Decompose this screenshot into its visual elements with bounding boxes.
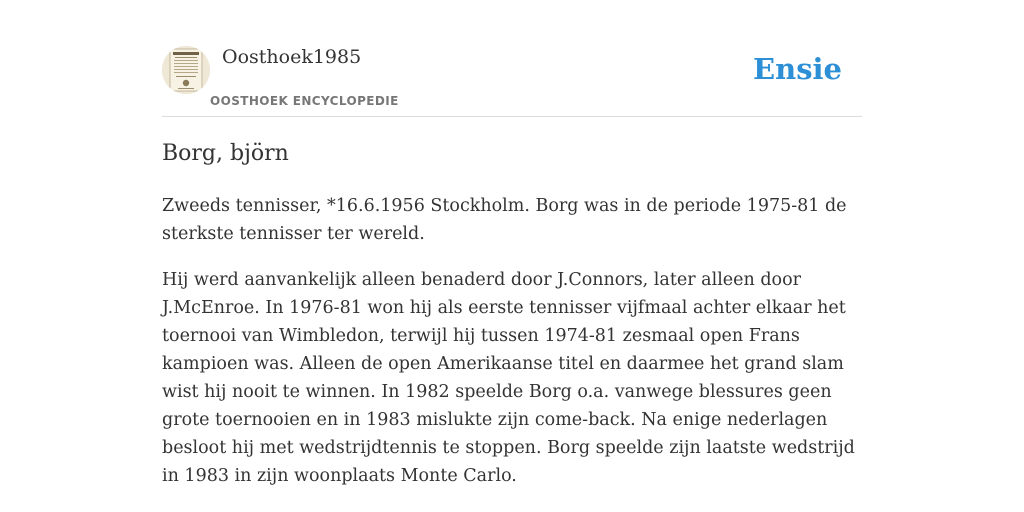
avatar[interactable]	[162, 46, 210, 94]
article-paragraph: Hij werd aanvankelijk alleen benaderd door J.Connors, later alleen door J.McEnroe. In 1976-81 won hij als eerste tennisser vijfmaal achter elkaar het toernooi van Wimbledon, terwijl hij tussen 1974-81 zesmaal open Frans kampioen was. Alleen de open Amerikaanse titel en daarmee het grand slam wist hij nooit te winnen. In 1982 speelde Borg o.a. vanwege blessures geen grote toernooien en in 1983 mislukte zijn come-back. Na enige nederlagen besloot hij met wedstrijdtennis te stoppen. Borg speelde zijn laatste wedstrijd in 1983 in zijn woonplaats Monte Carlo.	[162, 270, 855, 486]
article-header	[162, 0, 862, 117]
article-title: Borg, björn	[162, 141, 289, 166]
brand-logo[interactable]: Ensie	[753, 52, 842, 86]
article-paragraph: Zweeds tennisser, *16.6.1956 Stockholm. Borg was in de periode 1975-81 de sterkste tennisser ter wereld.	[162, 196, 847, 244]
article-card	[162, 0, 862, 512]
encyclopedia-cover-icon	[162, 46, 210, 94]
author-name[interactable]: Oosthoek1985	[222, 46, 362, 68]
source-label: OOSTHOEK ENCYCLOPEDIE	[210, 94, 399, 108]
article-body	[162, 192, 862, 508]
